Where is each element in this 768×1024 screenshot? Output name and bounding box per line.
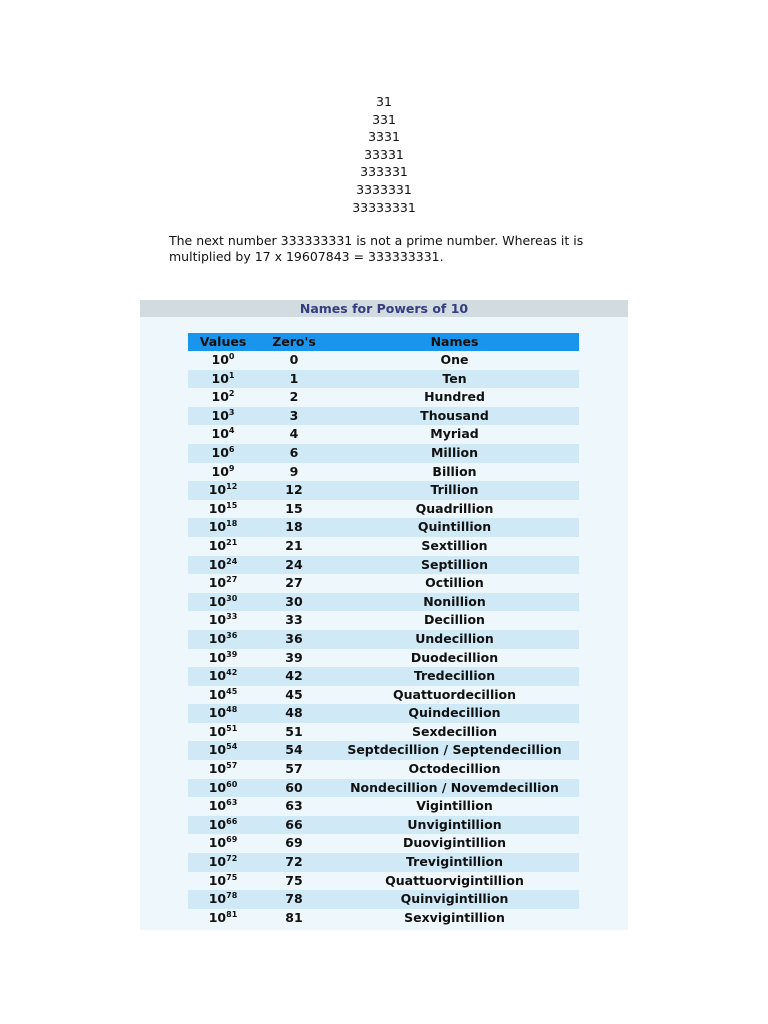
value-cell	[188, 556, 258, 575]
name-cell: Million	[330, 444, 579, 463]
table-row	[188, 872, 579, 891]
name-cell: Quinvigintillion	[330, 890, 579, 909]
zeros-cell: 15	[258, 500, 330, 519]
value-base: 10	[208, 835, 227, 851]
zeros-cell: 81	[258, 909, 330, 928]
value-cell	[188, 630, 258, 649]
name-cell: Tredecillion	[330, 667, 579, 686]
value-exponent: 42	[226, 668, 238, 678]
table-row	[188, 407, 579, 426]
value-cell	[188, 686, 258, 705]
value-exponent: 18	[226, 519, 238, 529]
zeros-cell: 21	[258, 537, 330, 556]
name-cell: Sexdecillion	[330, 723, 579, 742]
value-base: 10	[208, 519, 227, 535]
zeros-cell: 18	[258, 518, 330, 537]
zeros-column-header: Zero's	[258, 333, 330, 351]
table-row	[188, 760, 579, 779]
value-cell	[188, 741, 258, 760]
value-exponent: 12	[226, 482, 238, 492]
name-cell: Undecillion	[330, 630, 579, 649]
name-cell: Quattuordecillion	[330, 686, 579, 705]
table-row	[188, 574, 579, 593]
value-cell	[188, 407, 258, 426]
sequence-line: 31	[376, 94, 392, 109]
value-base: 10	[208, 798, 227, 814]
value-base: 10	[208, 500, 227, 516]
table-row	[188, 890, 579, 909]
value-base: 10	[208, 630, 227, 646]
value-cell	[188, 370, 258, 389]
name-cell: Vigintillion	[330, 797, 579, 816]
value-cell	[188, 872, 258, 891]
value-base: 10	[208, 909, 227, 925]
table-row	[188, 816, 579, 835]
zeros-cell: 39	[258, 649, 330, 668]
value-base: 10	[211, 426, 229, 442]
zeros-cell: 1	[258, 370, 330, 389]
value-base: 10	[208, 705, 227, 721]
table-row	[188, 834, 579, 853]
name-cell: Quintillion	[330, 518, 579, 537]
number-sequence	[0, 93, 768, 216]
name-cell: Sextillion	[330, 537, 579, 556]
name-cell: One	[330, 351, 579, 370]
zeros-cell: 54	[258, 741, 330, 760]
value-cell	[188, 537, 258, 556]
value-cell	[188, 704, 258, 723]
name-cell: Trevigintillion	[330, 853, 579, 872]
value-base: 10	[211, 370, 229, 386]
value-cell	[188, 574, 258, 593]
value-cell	[188, 760, 258, 779]
zeros-cell: 63	[258, 797, 330, 816]
table-row	[188, 556, 579, 575]
value-base: 10	[208, 575, 227, 591]
table-row	[188, 611, 579, 630]
value-cell	[188, 797, 258, 816]
table-row	[188, 686, 579, 705]
value-base: 10	[208, 649, 227, 665]
value-base: 10	[211, 463, 229, 479]
sequence-line: 331	[372, 111, 396, 127]
value-exponent: 36	[226, 630, 238, 640]
value-exponent: 60	[226, 779, 238, 789]
value-exponent: 39	[226, 649, 238, 659]
name-cell: Octodecillion	[330, 760, 579, 779]
zeros-cell: 75	[258, 872, 330, 891]
value-cell	[188, 853, 258, 872]
value-exponent: 33	[226, 612, 238, 622]
value-cell	[188, 388, 258, 407]
names-column-header: Names	[330, 333, 579, 351]
name-cell: Septillion	[330, 556, 579, 575]
value-exponent: 69	[226, 835, 238, 845]
zeros-cell: 45	[258, 686, 330, 705]
table-row	[188, 388, 579, 407]
table-row	[188, 463, 579, 482]
zeros-cell: 12	[258, 481, 330, 500]
values-column-header: Values	[188, 333, 258, 351]
value-exponent: 2	[228, 389, 235, 399]
value-cell	[188, 593, 258, 612]
name-cell: Octillion	[330, 574, 579, 593]
table-row	[188, 370, 579, 389]
value-base: 10	[208, 556, 227, 572]
value-cell	[188, 649, 258, 668]
name-cell: Septdecillion / Septendecillion	[330, 741, 579, 760]
value-cell	[188, 518, 258, 537]
zeros-cell: 9	[258, 463, 330, 482]
table-row	[188, 481, 579, 500]
value-exponent: 72	[226, 854, 238, 864]
value-base: 10	[208, 816, 227, 832]
value-base: 10	[208, 872, 227, 888]
panel-title: Names for Powers of 10	[140, 300, 628, 317]
name-cell: Quindecillion	[330, 704, 579, 723]
name-cell: Nondecillion / Novemdecillion	[330, 779, 579, 798]
sequence-line: 3331	[368, 129, 400, 145]
value-cell	[188, 890, 258, 909]
value-cell	[188, 611, 258, 630]
table-row	[188, 500, 579, 519]
zeros-cell: 48	[258, 704, 330, 723]
table-body	[188, 351, 579, 927]
zeros-cell: 66	[258, 816, 330, 835]
value-exponent: 30	[226, 593, 238, 603]
value-exponent: 51	[226, 723, 238, 733]
table-row	[188, 723, 579, 742]
zeros-cell: 57	[258, 760, 330, 779]
prime-explanation-paragraph: The next number 333333331 is not a prime number. Whereas it is multiplied by 17 x 19607843 = 333333331.	[169, 233, 584, 264]
table-row	[188, 444, 579, 463]
value-exponent: 45	[226, 686, 238, 696]
value-base: 10	[208, 593, 227, 609]
sequence-line: 33333331	[352, 199, 416, 215]
value-exponent: 27	[226, 575, 238, 585]
value-base: 10	[208, 779, 227, 795]
value-cell	[188, 816, 258, 835]
table-row	[188, 425, 579, 444]
value-cell	[188, 834, 258, 853]
value-cell	[188, 723, 258, 742]
table-row	[188, 649, 579, 668]
sequence-line: 3333331	[356, 181, 412, 197]
value-base: 10	[208, 482, 227, 498]
value-cell	[188, 351, 258, 370]
value-exponent: 81	[226, 909, 238, 919]
table-row	[188, 630, 579, 649]
value-exponent: 3	[228, 407, 235, 417]
zeros-cell: 33	[258, 611, 330, 630]
value-base: 10	[208, 537, 227, 553]
name-cell: Thousand	[330, 407, 579, 426]
value-exponent: 63	[226, 798, 238, 808]
value-cell	[188, 444, 258, 463]
value-cell	[188, 909, 258, 928]
zeros-cell: 72	[258, 853, 330, 872]
zeros-cell: 60	[258, 779, 330, 798]
name-cell: Hundred	[330, 388, 579, 407]
table-row	[188, 741, 579, 760]
zeros-cell: 30	[258, 593, 330, 612]
zeros-cell: 51	[258, 723, 330, 742]
value-base: 10	[208, 854, 227, 870]
value-cell	[188, 667, 258, 686]
name-cell: Quattuorvigintillion	[330, 872, 579, 891]
value-base: 10	[208, 668, 227, 684]
table-header-row	[188, 333, 579, 351]
name-cell: Nonillion	[330, 593, 579, 612]
powers-of-ten-panel	[140, 300, 628, 930]
name-cell: Quadrillion	[330, 500, 579, 519]
value-base: 10	[208, 723, 227, 739]
zeros-cell: 78	[258, 890, 330, 909]
name-cell: Billion	[330, 463, 579, 482]
zeros-cell: 4	[258, 425, 330, 444]
name-cell: Trillion	[330, 481, 579, 500]
value-base: 10	[211, 389, 229, 405]
value-base: 10	[208, 612, 227, 628]
table-row	[188, 704, 579, 723]
value-exponent: 4	[228, 426, 235, 436]
zeros-cell: 6	[258, 444, 330, 463]
value-exponent: 66	[226, 816, 238, 826]
value-exponent: 6	[228, 444, 235, 454]
value-cell	[188, 463, 258, 482]
value-exponent: 15	[226, 500, 238, 510]
table-row	[188, 797, 579, 816]
value-exponent: 48	[226, 705, 238, 715]
zeros-cell: 3	[258, 407, 330, 426]
name-cell: Sexvigintillion	[330, 909, 579, 928]
sequence-line: 333331	[360, 164, 408, 180]
value-base: 10	[211, 407, 229, 423]
name-cell: Myriad	[330, 425, 579, 444]
value-exponent: 1	[228, 370, 235, 380]
name-cell: Ten	[330, 370, 579, 389]
zeros-cell: 24	[258, 556, 330, 575]
value-exponent: 78	[226, 891, 238, 901]
value-exponent: 24	[226, 556, 238, 566]
name-cell: Decillion	[330, 611, 579, 630]
value-base: 10	[208, 891, 227, 907]
value-exponent: 9	[228, 463, 235, 473]
value-cell	[188, 481, 258, 500]
zeros-cell: 27	[258, 574, 330, 593]
table-row	[188, 593, 579, 612]
zeros-cell: 69	[258, 834, 330, 853]
zeros-cell: 36	[258, 630, 330, 649]
zeros-cell: 42	[258, 667, 330, 686]
value-base: 10	[211, 444, 229, 460]
value-exponent: 57	[226, 761, 238, 771]
sequence-line: 33331	[364, 146, 404, 162]
name-cell: Duodecillion	[330, 649, 579, 668]
value-exponent: 54	[226, 742, 238, 752]
value-cell	[188, 500, 258, 519]
table-row	[188, 853, 579, 872]
table-row	[188, 518, 579, 537]
value-base: 10	[211, 352, 229, 367]
value-exponent: 0	[228, 352, 235, 361]
value-cell	[188, 425, 258, 444]
table-row	[188, 351, 579, 370]
table-row	[188, 779, 579, 798]
zeros-cell: 0	[258, 351, 330, 370]
name-cell: Duovigintillion	[330, 834, 579, 853]
powers-of-ten-table	[188, 333, 579, 927]
name-cell: Unvigintillion	[330, 816, 579, 835]
value-base: 10	[208, 742, 227, 758]
value-exponent: 21	[226, 537, 238, 547]
table-row	[188, 909, 579, 928]
zeros-cell: 2	[258, 388, 330, 407]
table-row	[188, 537, 579, 556]
value-cell	[188, 779, 258, 798]
value-exponent: 75	[226, 872, 238, 882]
value-base: 10	[208, 761, 227, 777]
value-base: 10	[208, 686, 227, 702]
table-row	[188, 667, 579, 686]
